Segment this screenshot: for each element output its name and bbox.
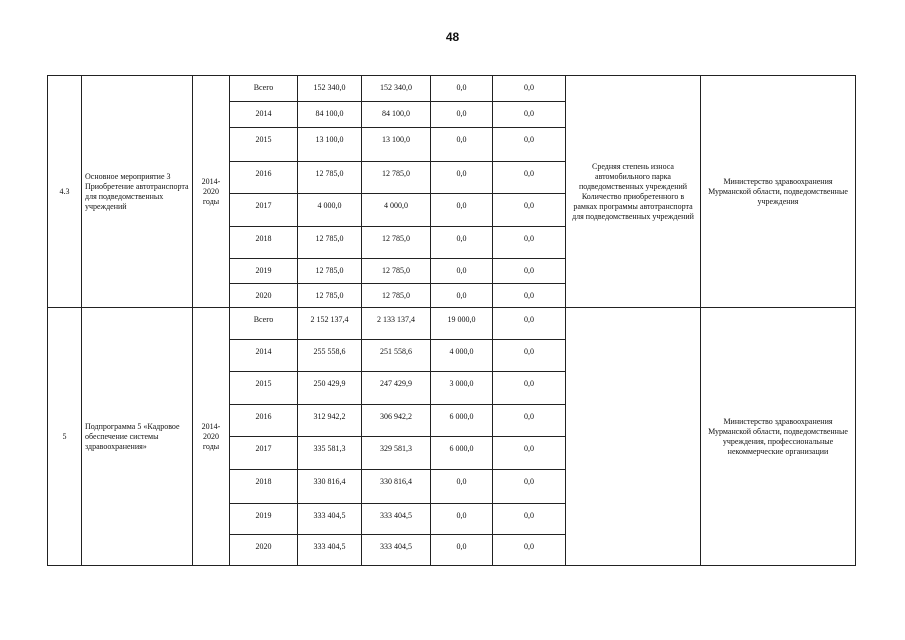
regional-budget-cell: 333 404,5 [362,535,431,566]
total-value-cell: 255 558,6 [298,340,362,372]
total-value-cell: 330 816,4 [298,470,362,504]
other-sources-cell: 0,0 [493,437,566,470]
regional-budget-cell: 12 785,0 [362,259,431,284]
other-sources-cell: 0,0 [493,102,566,128]
indicator-cell [566,308,701,566]
total-value-cell: 333 404,5 [298,535,362,566]
federal-budget-cell: 6 000,0 [431,405,493,437]
total-value-cell: 333 404,5 [298,504,362,535]
other-sources-cell: 0,0 [493,284,566,308]
other-sources-cell: 0,0 [493,194,566,227]
item-name: Подпрограмма 5 «Кадровое обеспечение системы здравоохранения» [82,308,193,566]
federal-budget-cell: 0,0 [431,535,493,566]
federal-budget-cell: 6 000,0 [431,437,493,470]
federal-budget-cell: 0,0 [431,504,493,535]
federal-budget-cell: 4 000,0 [431,340,493,372]
indicator-cell: Средняя степень износа автомобильного парка подведомственных учреждений Количество приобретенного в рамках программы автотранспорта для подведомственных учреждений [566,76,701,308]
regional-budget-cell: 12 785,0 [362,162,431,194]
regional-budget-cell: 84 100,0 [362,102,431,128]
federal-budget-cell: 0,0 [431,284,493,308]
regional-budget-cell: 330 816,4 [362,470,431,504]
total-value-cell: 84 100,0 [298,102,362,128]
total-value-cell: 12 785,0 [298,162,362,194]
regional-budget-cell: 152 340,0 [362,76,431,102]
other-sources-cell: 0,0 [493,504,566,535]
year-cell: 2016 [230,162,298,194]
year-cell: 2018 [230,227,298,259]
total-value-cell: 12 785,0 [298,227,362,259]
other-sources-cell: 0,0 [493,227,566,259]
year-cell: 2015 [230,128,298,162]
regional-budget-cell: 247 429,9 [362,372,431,405]
regional-budget-cell: 12 785,0 [362,227,431,259]
regional-budget-cell: 251 558,6 [362,340,431,372]
program-table [47,75,856,566]
other-sources-cell: 0,0 [493,308,566,340]
table-row [48,308,856,340]
page-number: 48 [445,30,460,44]
year-cell: 2014 [230,102,298,128]
federal-budget-cell: 0,0 [431,470,493,504]
other-sources-cell: 0,0 [493,340,566,372]
block-4-3 [48,76,856,308]
block-5 [48,308,856,566]
total-value-cell: 152 340,0 [298,76,362,102]
regional-budget-cell: 306 942,2 [362,405,431,437]
year-cell: Всего [230,76,298,102]
other-sources-cell: 0,0 [493,259,566,284]
regional-budget-cell: 2 133 137,4 [362,308,431,340]
other-sources-cell: 0,0 [493,470,566,504]
total-value-cell: 2 152 137,4 [298,308,362,340]
other-sources-cell: 0,0 [493,162,566,194]
regional-budget-cell: 4 000,0 [362,194,431,227]
item-period: 2014-2020 годы [193,308,230,566]
other-sources-cell: 0,0 [493,128,566,162]
total-value-cell: 335 581,3 [298,437,362,470]
year-cell: Всего [230,308,298,340]
regional-budget-cell: 333 404,5 [362,504,431,535]
federal-budget-cell: 0,0 [431,128,493,162]
other-sources-cell: 0,0 [493,535,566,566]
item-name: Основное мероприятие 3 Приобретение автотранспорта для подведомственных учреждений [82,76,193,308]
total-value-cell: 250 429,9 [298,372,362,405]
total-value-cell: 12 785,0 [298,259,362,284]
federal-budget-cell: 19 000,0 [431,308,493,340]
year-cell: 2019 [230,259,298,284]
year-cell: 2014 [230,340,298,372]
federal-budget-cell: 0,0 [431,76,493,102]
year-cell: 2016 [230,405,298,437]
year-cell: 2019 [230,504,298,535]
year-cell: 2018 [230,470,298,504]
executor-cell: Министерство здравоохранения Мурманской области, подведомственные учреждения [701,76,856,308]
federal-budget-cell: 0,0 [431,194,493,227]
federal-budget-cell: 0,0 [431,259,493,284]
year-cell: 2015 [230,372,298,405]
total-value-cell: 13 100,0 [298,128,362,162]
federal-budget-cell: 0,0 [431,102,493,128]
regional-budget-cell: 12 785,0 [362,284,431,308]
regional-budget-cell: 329 581,3 [362,437,431,470]
federal-budget-cell: 0,0 [431,227,493,259]
federal-budget-cell: 0,0 [431,162,493,194]
year-cell: 2020 [230,535,298,566]
total-value-cell: 4 000,0 [298,194,362,227]
other-sources-cell: 0,0 [493,405,566,437]
executor-cell: Министерство здравоохранения Мурманской области, подведомственные учреждения, профессиональные некоммерческие организации [701,308,856,566]
total-value-cell: 312 942,2 [298,405,362,437]
table-row [48,76,856,102]
regional-budget-cell: 13 100,0 [362,128,431,162]
federal-budget-cell: 3 000,0 [431,372,493,405]
other-sources-cell: 0,0 [493,76,566,102]
year-cell: 2017 [230,437,298,470]
item-number: 5 [48,308,82,566]
year-cell: 2020 [230,284,298,308]
item-number: 4.3 [48,76,82,308]
item-period: 2014-2020 годы [193,76,230,308]
total-value-cell: 12 785,0 [298,284,362,308]
year-cell: 2017 [230,194,298,227]
other-sources-cell: 0,0 [493,372,566,405]
